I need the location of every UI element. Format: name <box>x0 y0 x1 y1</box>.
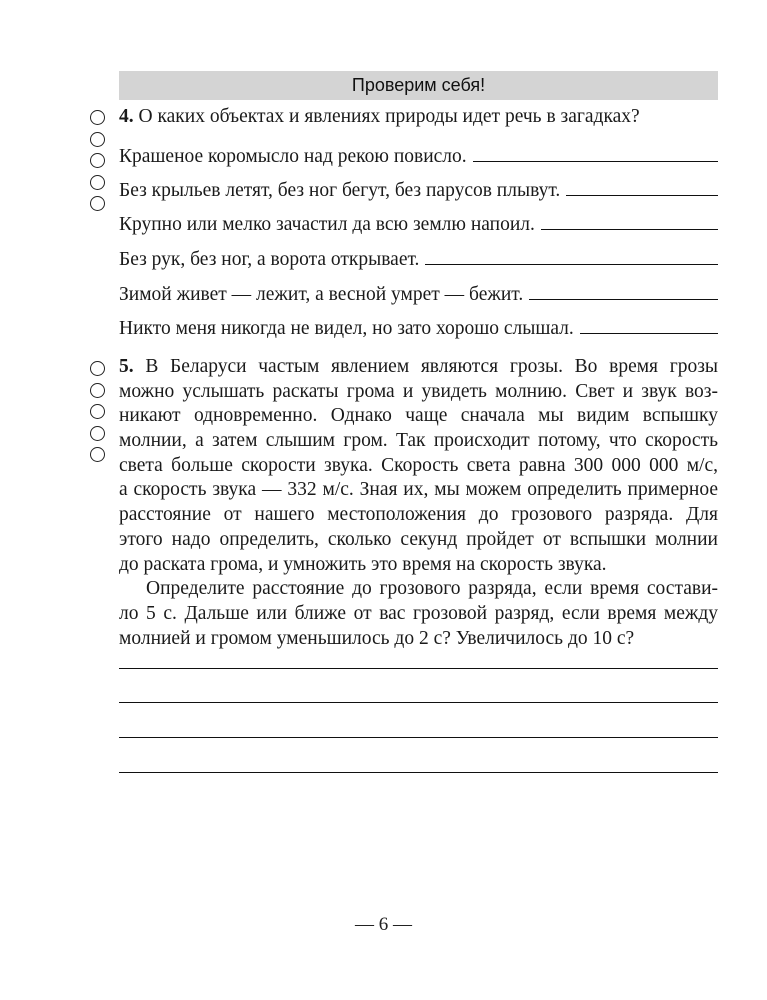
task-4-question-text: О каких объектах и явлениях природы идет речь в загадках? <box>138 106 640 127</box>
task-5-line: никают одновременно. Однако чаще сначала мы видим вспышку <box>119 405 718 427</box>
score-circle[interactable] <box>90 153 105 168</box>
score-circle[interactable] <box>90 447 105 462</box>
task-4-question <box>119 106 640 128</box>
task-5-line: до раската грома, и умножить это время на скорость звука. <box>119 553 607 575</box>
task-4-number: 4. <box>119 106 134 127</box>
riddle-text: Без крыльев летят, без ног бегут, без парусов плывут. <box>119 180 561 201</box>
score-circles-task-5 <box>90 361 108 469</box>
task-5-line: можно услышать раскаты грома и увидеть молнию. Свет и звук воз- <box>119 380 718 402</box>
answer-line[interactable] <box>566 194 718 196</box>
riddle-row <box>119 280 718 306</box>
riddle-row <box>119 245 718 271</box>
task-5-line: расстояние от нашего местоположения до грозового разряда. Для <box>119 504 718 526</box>
answer-line[interactable] <box>119 772 718 773</box>
score-circle[interactable] <box>90 175 105 190</box>
task-5-question-line: ло 5 с. Дальше или ближе от вас грозовой разряд, если время между <box>119 602 718 624</box>
score-circle[interactable] <box>90 132 105 147</box>
task-5-line: а скорость звука — 332 м/с. Зная их, мы можем определить примерное <box>119 479 718 501</box>
answer-line[interactable] <box>473 160 718 162</box>
task-5-line: молнии, а затем слышим гром. Так происходит потому, что скорость <box>119 430 718 452</box>
score-circles-task-4 <box>90 110 108 218</box>
riddle-text: Без рук, без ног, а ворота открывает. <box>119 249 420 270</box>
riddle-text: Зимой живет — лежит, а весной умрет — бежит. <box>119 284 524 305</box>
section-header: Проверим себя! <box>119 71 718 100</box>
answer-line[interactable] <box>425 263 718 265</box>
task-5-question-line: Определите расстояние до грозового разряда, если время состави- <box>146 578 718 600</box>
answer-line[interactable] <box>529 298 718 300</box>
riddle-row <box>119 142 718 168</box>
page-number: — 6 — <box>355 914 412 935</box>
score-circle[interactable] <box>90 361 105 376</box>
answer-line[interactable] <box>541 228 718 230</box>
task-5-number: 5. <box>119 356 134 377</box>
score-circle[interactable] <box>90 426 105 441</box>
riddle-row <box>119 314 718 340</box>
riddle-text: Крупно или мелко зачастил да всю землю напоил. <box>119 214 535 235</box>
score-circle[interactable] <box>90 110 105 125</box>
answer-line[interactable] <box>119 668 718 669</box>
answer-line[interactable] <box>119 702 718 703</box>
score-circle[interactable] <box>90 383 105 398</box>
score-circle[interactable] <box>90 196 105 211</box>
score-circle[interactable] <box>90 404 105 419</box>
riddle-row <box>119 176 718 202</box>
task-5-line: света больше скорости звука. Скорость света равна 300 000 000 м/с, <box>119 454 718 476</box>
task-5-line: 5. В Беларуси частым явлением являются грозы. Во время грозы <box>119 356 719 377</box>
answer-line[interactable] <box>119 737 718 738</box>
riddle-row <box>119 210 718 236</box>
task-5-line: этого надо определить, сколько секунд пройдет от вспышки молнии <box>119 528 718 550</box>
riddle-text: Крашеное коромысло над рекою повисло. <box>119 146 467 167</box>
answer-line[interactable] <box>580 332 718 334</box>
riddle-text: Никто меня никогда не видел, но зато хорошо слышал. <box>119 318 574 339</box>
task-5-text <box>119 355 718 651</box>
task-5-question-line: молнией и громом уменьшилось до 2 с? Увеличилось до 10 с? <box>119 627 635 649</box>
